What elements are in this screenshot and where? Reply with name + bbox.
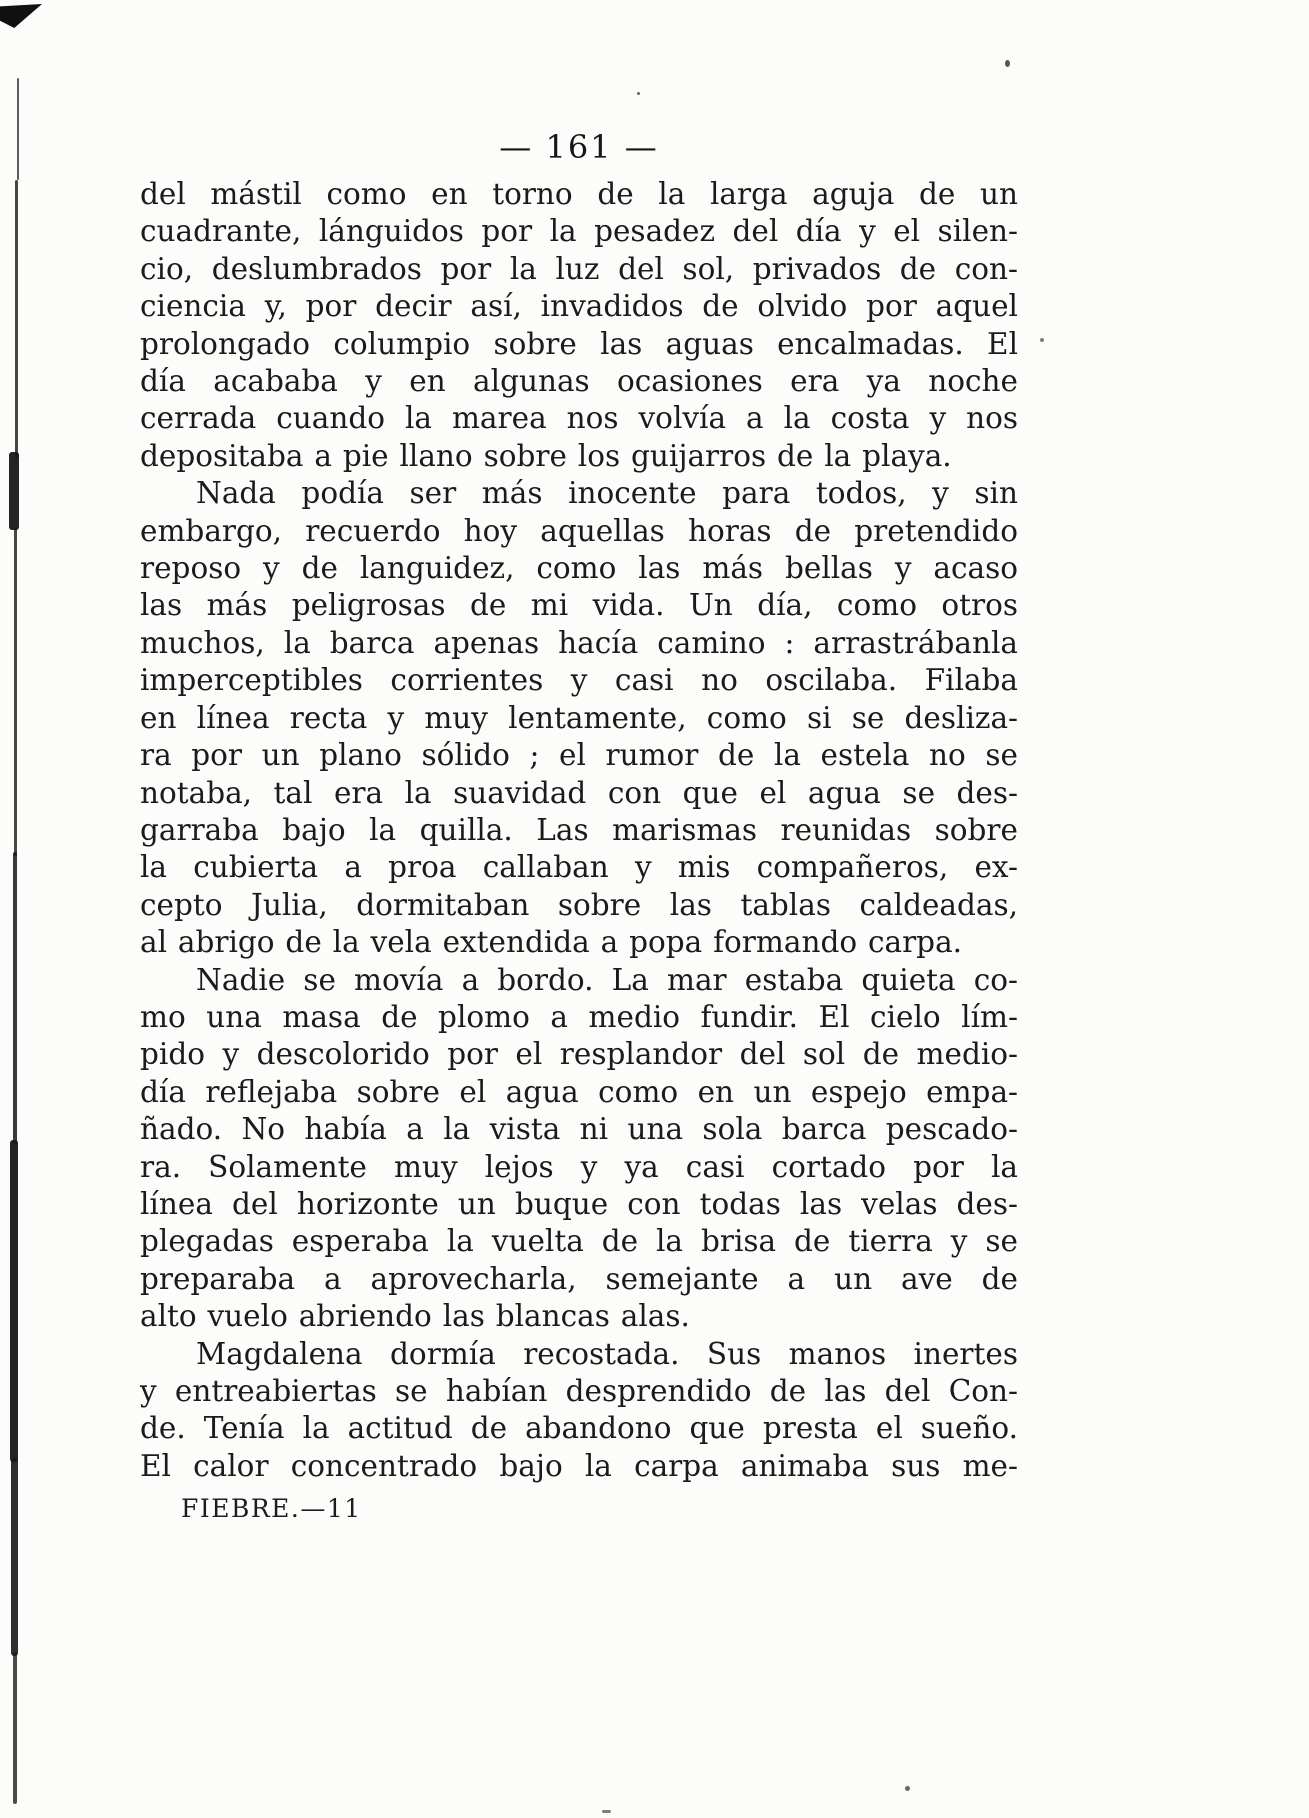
text-line: ra por un plano sólido ; el rumor de la estela no se (140, 738, 1018, 773)
text-line: preparaba a aprovecharla, semejante a un ave de (140, 1261, 1018, 1296)
paragraph (140, 176, 1018, 475)
binding-shadow-segment (15, 180, 18, 458)
text-line: ciencia y, por decir así, invadidos de olvido por aquel (140, 289, 1018, 324)
text-line: cepto Julia, dormitaban sobre las tablas caldeadas, (140, 887, 1018, 922)
scan-speck (602, 1810, 611, 1813)
binding-shadow-segment (13, 852, 17, 1144)
text-line: reposo y de languidez, como las más bellas y acaso (140, 551, 1018, 586)
scan-speck (637, 92, 640, 95)
text-line: en línea recta y muy lentamente, como si se desliza- (140, 700, 1018, 735)
text-line: y entreabiertas se habían desprendido de las del Con- (140, 1374, 1018, 1408)
text-line: El calor concentrado bajo la carpa animaba sus me- (140, 1448, 1018, 1483)
text-line: la cubierta a proa callaban y mis compañeros, ex- (140, 850, 1018, 885)
text-line: del mástil como en torno de la larga aguja de un (140, 177, 1018, 211)
signature-mark: FIEBRE.—11 (181, 1494, 362, 1523)
text-line: día reflejaba sobre el agua como en un espejo empa- (140, 1074, 1018, 1109)
page-number: — 161 — (499, 128, 659, 166)
paragraph (140, 962, 1018, 1336)
text-line: prolongado columpio sobre las aguas encalmadas. El (140, 326, 1018, 361)
scan-corner-mark (0, 4, 42, 28)
text-line: ñado. No había a la vista ni una sola barca pescado- (140, 1112, 1018, 1147)
text-line: mo una masa de plomo a medio fundir. El cielo lím- (140, 999, 1018, 1034)
text-line: notaba, tal era la suavidad con que el agua se des- (140, 775, 1018, 810)
text-line: plegadas esperaba la vuelta de la brisa de tierra y se (140, 1224, 1018, 1259)
text-line: día acababa y en algunas ocasiones era ya noche (140, 364, 1018, 399)
binding-shadow-segment (10, 1140, 18, 1462)
text-line: alto vuelo abriendo las blancas alas. (140, 1299, 690, 1334)
scan-speck (1040, 338, 1044, 342)
text-line: Nadie se movía a bordo. La mar estaba quieta co- (196, 962, 1018, 997)
text-line: línea del horizonte un buque con todas las velas des- (140, 1186, 1018, 1221)
text-line: al abrigo de la vela extendida a popa formando carpa. (140, 925, 963, 960)
binding-shadow-segment (14, 528, 17, 856)
text-line: depositaba a pie llano sobre los guijarros de la playa. (140, 438, 952, 473)
text-line: imperceptibles corrientes y casi no oscilaba. Filaba (140, 663, 1018, 698)
scan-speck (905, 1786, 910, 1791)
text-line: pido y descolorido por el resplandor del sol de medio- (140, 1037, 1018, 1072)
text-line: garraba bajo la quilla. Las marismas reunidas sobre (140, 812, 1018, 847)
text-line: cio, deslumbrados por la luz del sol, privados de con- (140, 251, 1018, 286)
text-line: ra. Solamente muy lejos y ya casi cortado por la (140, 1149, 1018, 1184)
page-text (140, 176, 1018, 1485)
text-line: cuadrante, lánguidos por la pesadez del día y el silen- (140, 214, 1018, 249)
text-line: cerrada cuando la marea nos volvía a la costa y nos (140, 401, 1018, 436)
binding-shadow-segment (9, 452, 19, 530)
paragraph (140, 1336, 1018, 1486)
text-line: embargo, recuerdo hoy aquellas horas de pretendido (140, 513, 1018, 548)
binding-shadow-segment (13, 1652, 17, 1804)
binding-shadow-segment (17, 78, 19, 180)
scan-speck (1005, 60, 1010, 67)
text-line: de. Tenía la actitud de abandono que presta el sueño. (140, 1411, 1018, 1446)
paragraph (140, 475, 1018, 961)
text-line: Magdalena dormía recostada. Sus manos inertes (196, 1336, 1018, 1371)
text-line: Nada podía ser más inocente para todos, y sin (196, 476, 1018, 511)
text-line: las más peligrosas de mi vida. Un día, como otros (140, 588, 1018, 623)
text-line: muchos, la barca apenas hacía camino : arrastrábanla (140, 625, 1018, 660)
binding-shadow-segment (11, 1458, 18, 1656)
